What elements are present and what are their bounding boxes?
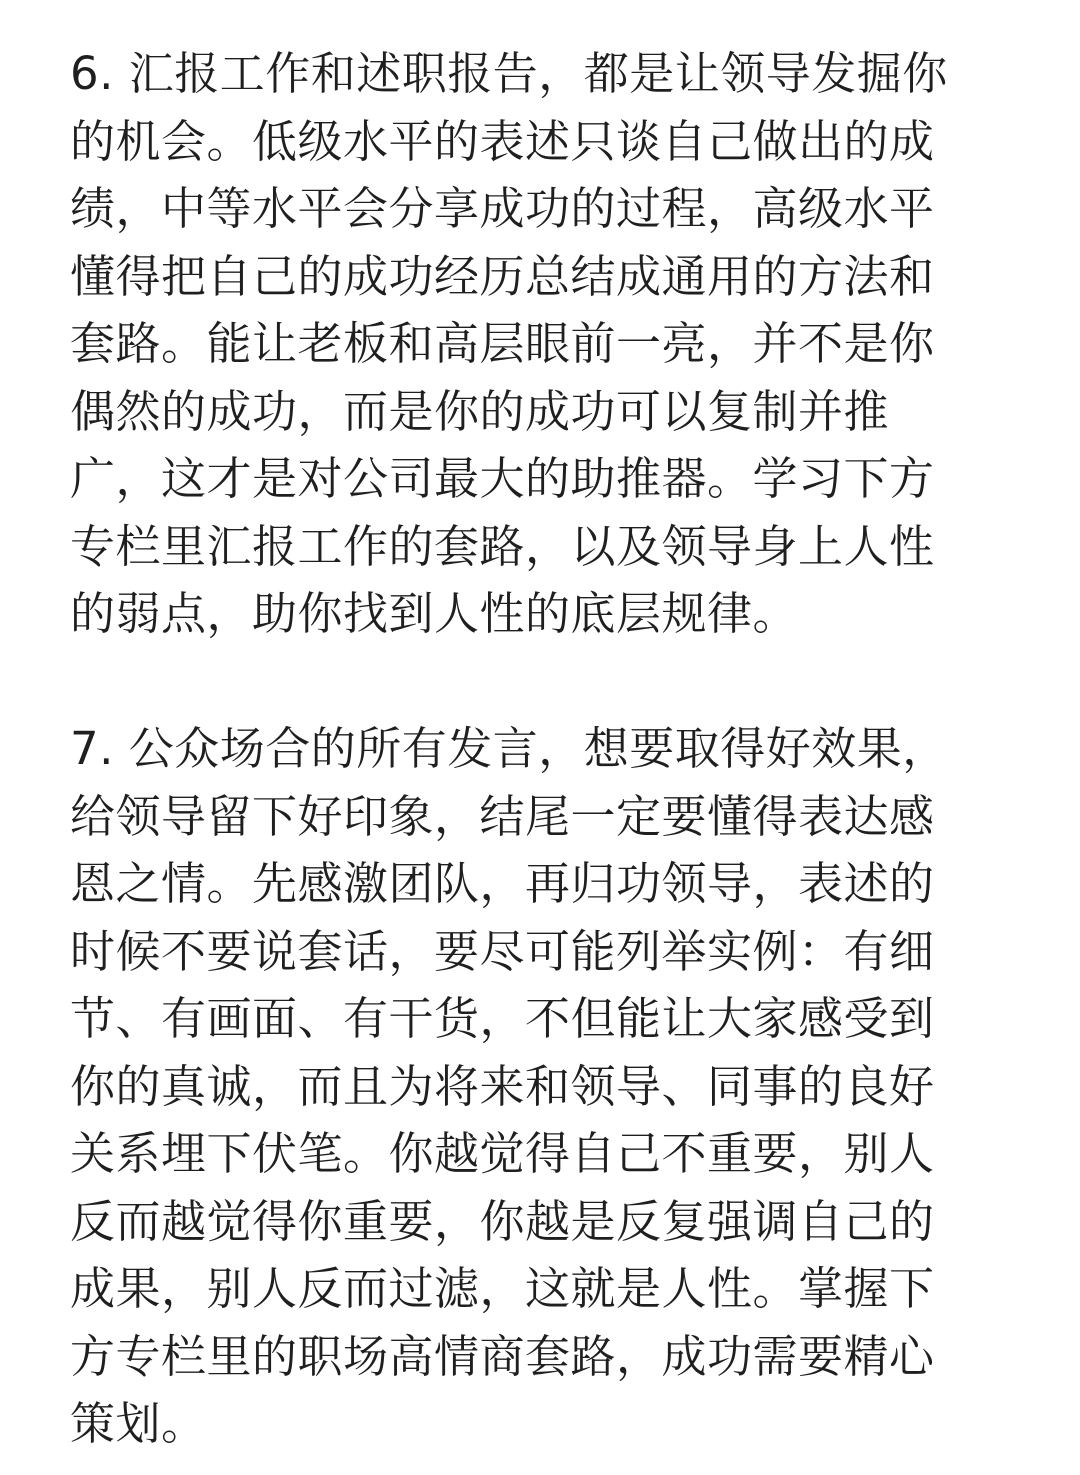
paragraph-line: 关系埋下伏笔。你越觉得自己不重要，别人 xyxy=(70,1127,935,1180)
paragraph-line: 时候不要说套话，要尽可能列举实例：有细 xyxy=(70,924,935,978)
paragraph-line: 专栏里汇报工作的套路，以及领导身上人性 xyxy=(70,519,935,573)
paragraph-line: 方专栏里的职场高情商套路，成功需要精心 xyxy=(70,1329,935,1383)
paragraph-7 xyxy=(70,715,1010,1458)
paragraph-line: 你的真诚，而且为将来和领导、同事的良好 xyxy=(70,1059,935,1113)
paragraph-line: 7. 公众场合的所有发言，想要取得好效果， xyxy=(70,722,948,775)
paragraph-line: 给领导留下好印象，结尾一定要懂得表达感 xyxy=(70,789,935,843)
paragraph-line: 6. 汇报工作和述职报告，都是让领导发掘你 xyxy=(70,47,948,100)
paragraph-6 xyxy=(70,40,1010,648)
paragraph-line: 广，这才是对公司最大的助推器。学习下方 xyxy=(70,452,935,505)
paragraph-line: 反而越觉得你重要，你越是反复强调自己的 xyxy=(70,1194,935,1248)
paragraph-line: 节、有画面、有干货，不但能让大家感受到 xyxy=(70,992,935,1045)
paragraph-line: 偶然的成功，而是你的成功可以复制并推 xyxy=(70,384,890,438)
paragraph-line: 懂得把自己的成功经历总结成通用的方法和 xyxy=(70,249,935,303)
paragraph-line: 的机会。低级水平的表述只谈自己做出的成 xyxy=(70,114,935,168)
paragraph-line: 绩，中等水平会分享成功的过程，高级水平 xyxy=(70,182,935,235)
paragraph-line: 成果，别人反而过滤，这就是人性。掌握下 xyxy=(70,1262,935,1315)
paragraph-line: 套路。能让老板和高层眼前一亮，并不是你 xyxy=(70,317,935,370)
paragraph-line: 策划。 xyxy=(70,1397,207,1450)
paragraph-line: 恩之情。先感激团队，再归功领导，表述的 xyxy=(70,857,935,910)
paragraph-line: 的弱点，助你找到人性的底层规律。 xyxy=(70,587,799,640)
